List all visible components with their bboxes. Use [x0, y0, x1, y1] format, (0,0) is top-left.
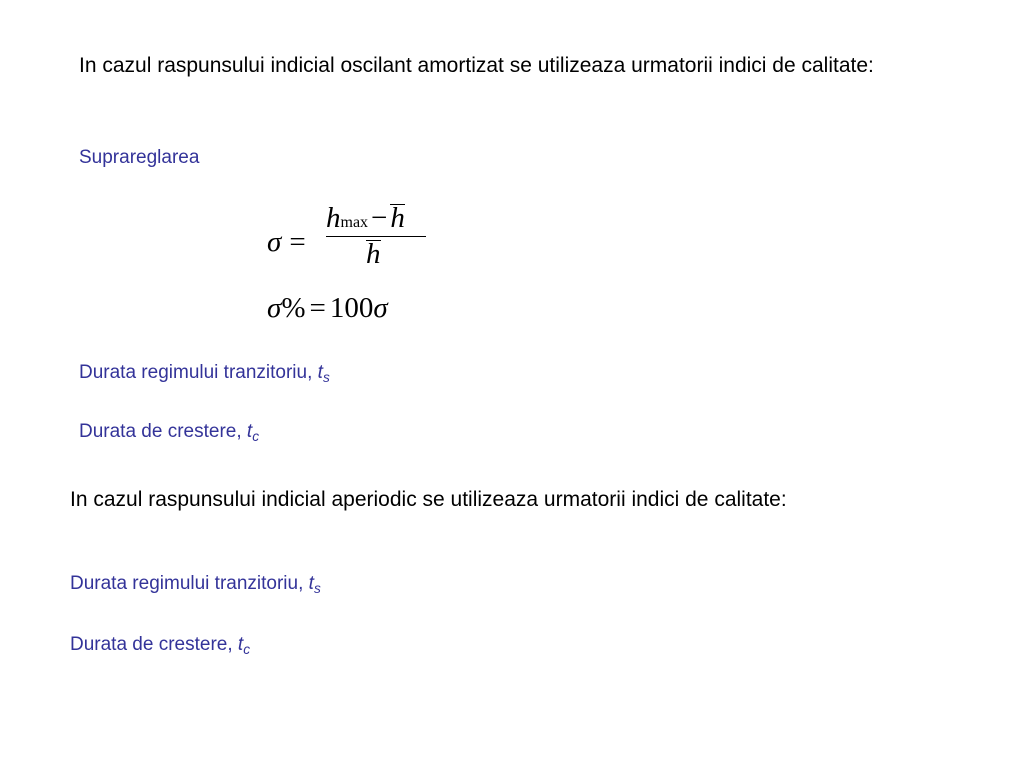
equals-sign: =	[289, 226, 306, 258]
item-subscript: c	[252, 429, 260, 445]
item-subscript: s	[322, 370, 330, 386]
overshoot-fraction	[326, 200, 428, 274]
item-variable: t	[246, 421, 253, 442]
overshoot-label: Suprareglarea	[79, 147, 200, 168]
fraction-numerator	[326, 204, 428, 233]
settling-time-item-1	[79, 361, 330, 390]
hundred-value: 100	[329, 292, 374, 324]
equals-sign: =	[309, 292, 326, 324]
intro-aperiodic: In cazul raspunsului indicial aperiodic se utilizeaza urmatorii indici de calitate:	[70, 488, 787, 511]
sigma-symbol: σ	[267, 226, 282, 258]
minus-sign: −	[371, 202, 388, 234]
sigma-symbol: σ	[267, 292, 282, 324]
item-label: Durata de crestere,	[70, 634, 233, 655]
sigma-equals	[267, 228, 306, 257]
settling-time-item-2	[70, 572, 321, 601]
item-variable: t	[237, 634, 244, 655]
item-subscript: c	[243, 642, 251, 658]
sigma-symbol: σ	[373, 292, 388, 324]
item-label: Durata regimului tranzitoriu,	[70, 573, 304, 594]
percent-formula	[267, 294, 388, 323]
rise-time-item-2	[70, 633, 250, 662]
item-subscript: s	[313, 581, 321, 597]
max-subscript: max	[340, 214, 369, 231]
overshoot-formula	[267, 200, 467, 330]
h-bar-symbol: h	[390, 202, 405, 234]
intro-oscillating: In cazul raspunsului indicial oscilant amortizat se utilizeaza urmatorii indici de calitate:	[79, 54, 874, 77]
percent-sign: %	[281, 292, 306, 324]
fraction-denominator	[366, 240, 381, 269]
item-variable: t	[317, 362, 323, 383]
fraction-bar	[326, 236, 426, 237]
rise-time-item-1	[79, 420, 259, 449]
h-symbol: h	[326, 202, 341, 234]
h-bar-symbol: h	[366, 238, 381, 270]
item-variable: t	[308, 573, 314, 594]
item-label: Durata de crestere,	[79, 421, 242, 442]
item-label: Durata regimului tranzitoriu,	[79, 362, 313, 383]
